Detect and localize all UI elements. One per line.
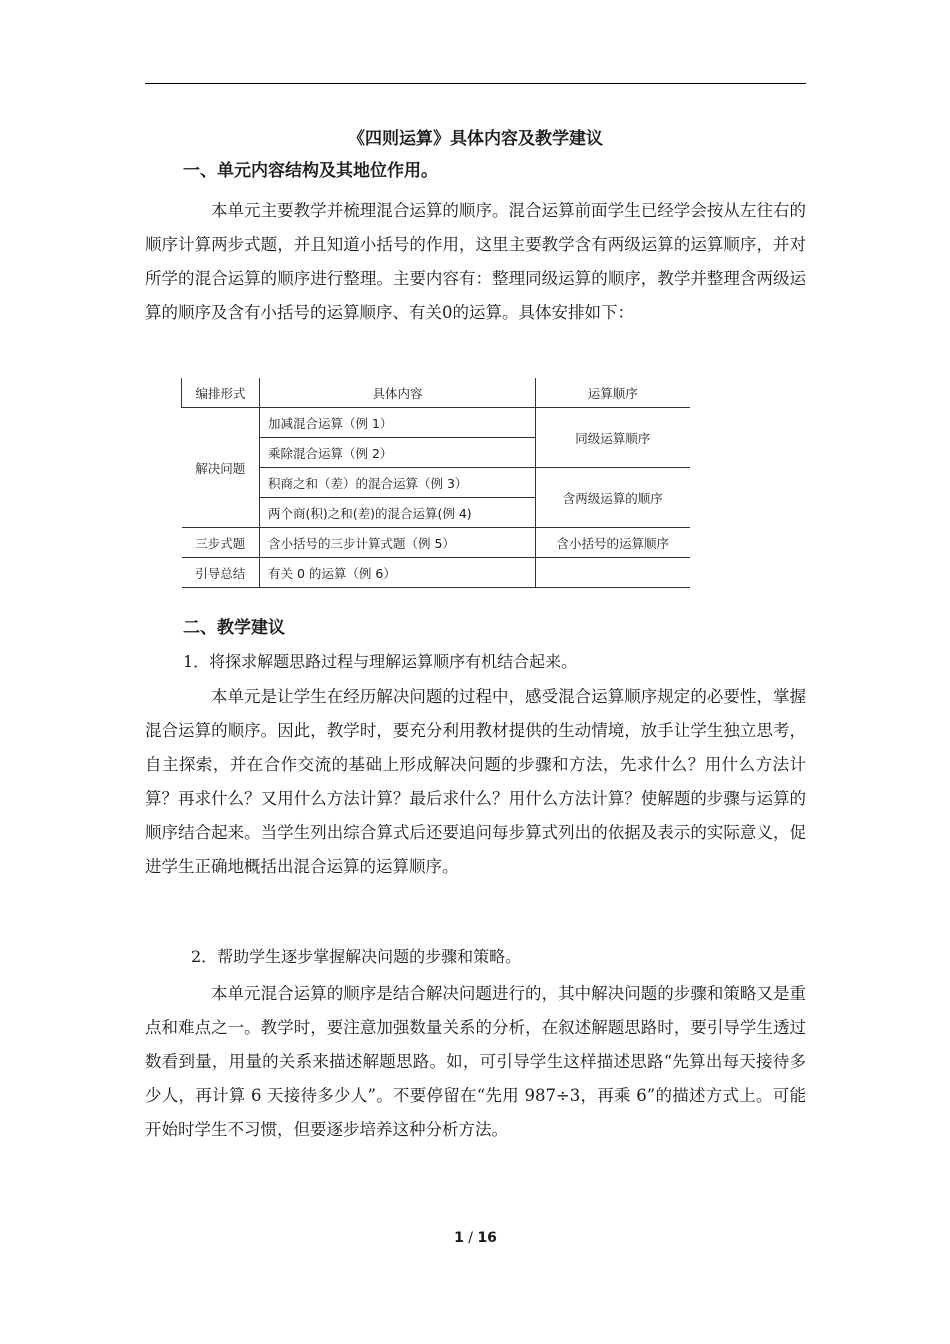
table-cell-content: 含小括号的三步计算式题（例 5）: [260, 528, 536, 558]
table-cell-content: 积商之和（差）的混合运算（例 3）: [260, 468, 536, 498]
table-header-cell: 编排形式: [182, 378, 260, 408]
content-arrangement-table: [181, 378, 690, 588]
table-cell-content: 乘除混合运算（例 2）: [260, 438, 536, 468]
header-rule: [145, 83, 806, 84]
page-separator: /: [463, 1230, 478, 1246]
table-cell-order: 含两级运算的顺序: [536, 468, 690, 528]
table-header-cell: 具体内容: [260, 378, 536, 408]
section1-heading: 一、单元内容结构及其地位作用。: [183, 161, 438, 181]
table-cell-form: 三步式题: [182, 528, 260, 558]
page-number: [145, 1230, 806, 1246]
table-row: [182, 408, 690, 438]
document-title: 《四则运算》具体内容及教学建议: [348, 129, 603, 149]
section1-paragraph: 本单元主要教学并梳理混合运算的顺序。混合运算前面学生已经学会按从左往右的顺序计算两步式题，并且知道小括号的作用，这里主要教学含有两级运算的运算顺序，并对所学的混合运算的顺序进行整理。主要内容有：整理同级运算的顺序，教学并整理含两级运算的顺序及含有小括号的运算顺序、有关0的运算。具体安排如下：: [145, 201, 806, 322]
table-cell-content: 有关 0 的运算（例 6）: [260, 558, 536, 588]
table-cell-order: 同级运算顺序: [536, 408, 690, 468]
table-row: [182, 558, 690, 588]
point2-title: 2．帮助学生逐步掌握解决问题的步骤和策略。: [191, 947, 522, 966]
table-header-cell: 运算顺序: [536, 378, 690, 408]
point2-paragraph: 本单元混合运算的顺序是结合解决问题进行的，其中解决问题的步骤和策略又是重点和难点之一。教学时，要注意加强数量关系的分析，在叙述解题思路时，要引导学生透过数看到量，用量的关系来描述解题思路。如，可引导学生这样描述思路“先算出每天接待多少人，再计算 6 天接待多少人”。不要停留在“先用 987÷3，再乘 6”的描述方式上。可能开始时学生不习惯，但要逐步培养这种分析方法。: [145, 984, 806, 1139]
table-header-row: [182, 378, 690, 408]
table-cell-order: [536, 558, 690, 588]
section2-heading: 二、教学建议: [183, 618, 285, 638]
table-cell-content: 两个商(积)之和(差)的混合运算(例 4): [260, 498, 536, 528]
page-current: 1: [454, 1230, 464, 1246]
table-cell-form: 解决问题: [182, 408, 260, 528]
table-cell-order: 含小括号的运算顺序: [536, 528, 690, 558]
table-cell-content: 加减混合运算（例 1）: [260, 408, 536, 438]
point1-paragraph: 本单元是让学生在经历解决问题的过程中，感受混合运算顺序规定的必要性，掌握混合运算的顺序。因此，教学时，要充分利用教材提供的生动情境，放手让学生独立思考，自主探索，并在合作交流的基础上形成解决问题的步骤和方法，先求什么？用什么方法计算？再求什么？又用什么方法计算？最后求什么？用什么方法计算？使解题的步骤与运算的顺序结合起来。当学生列出综合算式后还要追问每步算式列出的依据及表示的实际意义，促进学生正确地概括出混合运算的运算顺序。: [145, 687, 806, 876]
page-total: 16: [477, 1230, 497, 1246]
point1-title: 1．将探求解题思路过程与理解运算顺序有机结合起来。: [183, 652, 578, 671]
table-row: [182, 528, 690, 558]
table-cell-form: 引导总结: [182, 558, 260, 588]
